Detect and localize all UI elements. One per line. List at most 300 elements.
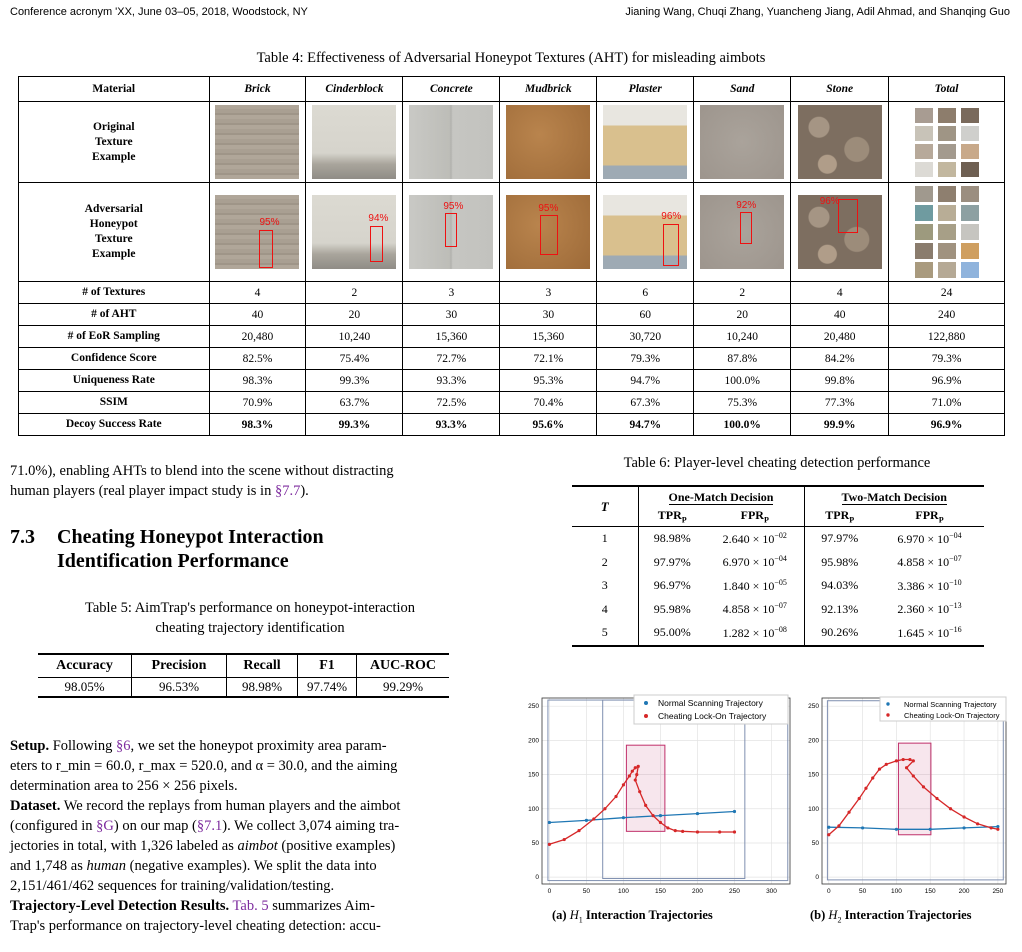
cheat-trajectory-point	[990, 826, 993, 829]
cheat-trajectory-point	[935, 797, 938, 800]
cheat-trajectory-point	[635, 773, 638, 776]
table5	[38, 653, 449, 698]
cheat-trajectory-point	[878, 768, 881, 771]
section-number: 7.3	[10, 526, 35, 548]
text: We record the replays from human players and the aimbot	[63, 798, 401, 814]
table4-col-header: Mudbrick	[500, 77, 597, 102]
thumbnail	[961, 186, 979, 202]
table4-cell: 40	[209, 304, 306, 326]
table4-cell: 72.7%	[403, 348, 500, 370]
table6-row	[572, 551, 984, 575]
thumbnail	[938, 126, 956, 141]
table4-cell: 87.8%	[694, 348, 791, 370]
y-tick-label: 150	[528, 771, 539, 779]
table4-cell: 95.3%	[500, 370, 597, 392]
text: and 1,748 as	[10, 858, 87, 874]
table5-header: Recall	[227, 654, 298, 678]
label-line: Original	[92, 120, 135, 133]
y-tick-label: 250	[528, 703, 539, 711]
exponent: −02	[774, 530, 787, 540]
cell	[875, 598, 984, 622]
cell: 2	[601, 554, 608, 569]
table4-row-label: Uniqueness Rate	[19, 370, 210, 392]
text: ).	[300, 483, 309, 499]
table4-col-header: Cinderblock	[306, 77, 403, 102]
table4-cell: 30	[403, 304, 500, 326]
running-header-right: Jianing Wang, Chuqi Zhang, Yuancheng Jiang, Adil Ahmad, and Shanqing Guo	[625, 6, 1010, 18]
table5-caption	[0, 598, 500, 638]
cell: 98.98%	[638, 527, 706, 551]
table4-col-header: Total	[889, 77, 1005, 102]
table4-cell: 30	[500, 304, 597, 326]
cell	[706, 598, 804, 622]
x-tick-label: 200	[692, 888, 703, 895]
thumbnail	[961, 126, 979, 141]
thumbnail	[915, 144, 933, 159]
table5-value-row	[38, 678, 449, 698]
table4-cell: 75.4%	[306, 348, 403, 370]
text: 2.640 × 10	[722, 531, 775, 546]
honeypot-proximity-area	[626, 745, 664, 831]
section-link[interactable]: §7.1	[196, 818, 223, 834]
cheat-trajectory-point	[949, 807, 952, 810]
y-tick-label: 150	[808, 771, 819, 779]
text: , we set the honeypot proximity area param-	[130, 738, 387, 754]
texture-cell	[694, 183, 791, 282]
original-texture-label	[19, 102, 210, 183]
table6-row	[572, 574, 984, 598]
title-line: Cheating Honeypot Interaction	[57, 526, 324, 548]
table4-row-label: # of EoR Sampling	[19, 326, 210, 348]
y-tick-label: 0	[535, 874, 539, 882]
normal-trajectory-point	[548, 821, 551, 824]
texture-cell	[403, 102, 500, 183]
table4-row	[19, 414, 1005, 436]
map-boundary	[603, 700, 745, 878]
texture-thumbnail-grid	[889, 186, 1004, 278]
table4-cell: 98.3%	[209, 370, 306, 392]
exponent: −07	[949, 554, 962, 564]
x-tick-label: 50	[582, 888, 591, 895]
detection-box	[540, 215, 558, 255]
cheat-trajectory-point	[634, 766, 637, 769]
texture-cell	[500, 102, 597, 183]
table4-cell: 2	[306, 282, 403, 304]
cell	[706, 551, 804, 575]
texture-image-cinderblock	[312, 105, 396, 179]
title-line: Identification Performance	[57, 550, 289, 572]
plot-area	[528, 698, 790, 895]
intro-paragraph	[10, 461, 490, 501]
cheat-trajectory-point	[912, 759, 915, 762]
x-tick-label: 100	[618, 888, 629, 895]
cheat-trajectory-point	[847, 811, 850, 814]
table4-cell: 2	[694, 282, 791, 304]
detection-box	[445, 213, 457, 247]
table4-cell: 67.3%	[597, 392, 694, 414]
exponent: −07	[774, 601, 787, 611]
legend-label-cheat: Cheating Lock-On Trajectory	[904, 711, 1000, 720]
table5-header: Precision	[132, 654, 227, 678]
thumbnail	[961, 108, 979, 123]
normal-trajectory-point	[929, 828, 932, 831]
cheat-trajectory-point	[614, 795, 617, 798]
legend-label-normal: Normal Scanning Trajectory	[658, 698, 763, 708]
table4-cell: 24	[889, 282, 1005, 304]
text: jectories in total, with 1,326 labeled as	[10, 838, 238, 854]
table5-value: 98.05%	[38, 678, 132, 698]
label-line: Example	[92, 150, 136, 163]
normal-trajectory-point	[996, 825, 999, 828]
cheat-trajectory-point	[644, 804, 647, 807]
table4-cell: 240	[889, 304, 1005, 326]
table4-caption: Table 4: Effectiveness of Adversarial Honeypot Textures (AHT) for misleading aimbots	[256, 50, 766, 66]
table4-cell: 84.2%	[791, 348, 889, 370]
label-line: Texture	[94, 233, 133, 245]
normal-trajectory-point	[962, 826, 965, 829]
normal-trajectory-point	[659, 814, 662, 817]
label-line: Example	[92, 248, 136, 260]
cheat-trajectory-point	[895, 759, 898, 762]
aht-image-brick	[215, 195, 299, 269]
legend-label-cheat: Cheating Lock-On Trajectory	[658, 711, 767, 721]
aht-image-concrete	[409, 195, 493, 269]
figure-h1-trajectories	[526, 694, 792, 900]
cheat-trajectory-point	[962, 815, 965, 818]
table6-row	[572, 527, 984, 551]
table4-cell: 70.4%	[500, 392, 597, 414]
plot-frame	[542, 698, 790, 884]
group-label: One-Match Decision	[668, 489, 774, 504]
thumbnail	[915, 205, 933, 221]
table4-row	[19, 392, 1005, 414]
text: (negative examples). We split the data into	[126, 858, 377, 874]
thumbnail	[915, 162, 933, 177]
subscript: P	[938, 515, 944, 525]
table4-cell: 94.7%	[597, 414, 694, 436]
original-texture-row	[19, 102, 1005, 183]
thumbnail	[915, 224, 933, 240]
normal-trajectory-point	[861, 826, 864, 829]
figure-caption-a	[552, 908, 713, 925]
normal-trajectory-point	[622, 816, 625, 819]
table5-value: 98.98%	[227, 678, 298, 698]
legend-label-normal: Normal Scanning Trajectory	[904, 700, 997, 709]
table4-col-header: Concrete	[403, 77, 500, 102]
table4-cell: 3	[500, 282, 597, 304]
appendix-link[interactable]: §G	[96, 818, 114, 834]
cheat-trajectory-point	[603, 807, 606, 810]
x-tick-label: 0	[826, 888, 831, 895]
thumbnail	[915, 243, 933, 259]
cell: 97.97%	[638, 551, 706, 575]
cheat-trajectory-point	[622, 783, 625, 786]
table4-cell: 98.3%	[209, 414, 306, 436]
detection-box	[663, 224, 679, 266]
table4-cell: 71.0%	[889, 392, 1005, 414]
x-tick-label: 50	[858, 888, 867, 895]
table4	[18, 76, 1005, 436]
texture-cell	[597, 102, 694, 183]
cell: 95.98%	[804, 551, 875, 575]
exponent: −05	[774, 577, 787, 587]
thumbnail	[938, 224, 956, 240]
text: (positive examples)	[277, 838, 396, 854]
confidence-label: 92%	[736, 200, 757, 211]
table4-cell: 60	[597, 304, 694, 326]
table5-value: 99.29%	[357, 678, 450, 698]
cheat-trajectory-point	[996, 828, 999, 831]
cell: 95.98%	[638, 598, 706, 622]
cheat-trajectory-point	[659, 821, 662, 824]
x-tick-label: 100	[890, 888, 902, 895]
cheat-trajectory-point	[871, 776, 874, 779]
text-line	[10, 481, 490, 501]
cell	[875, 551, 984, 575]
cheat-trajectory-point	[733, 830, 736, 833]
table5-value: 97.74%	[298, 678, 357, 698]
texture-thumbnail-grid	[889, 108, 1004, 177]
cheat-trajectory-point	[902, 758, 905, 761]
cheat-trajectory-point	[681, 830, 684, 833]
adversarial-texture-label	[19, 183, 210, 282]
table4-cell: 40	[791, 304, 889, 326]
table4-cell: 79.3%	[889, 348, 1005, 370]
table6	[572, 485, 984, 647]
texture-grid-cell	[889, 102, 1005, 183]
table4-cell: 63.7%	[306, 392, 403, 414]
text: 6.970 × 10	[722, 555, 775, 570]
math-var: H	[569, 908, 579, 922]
section-link[interactable]: §7.7	[274, 483, 301, 499]
table5-value: 96.53%	[132, 678, 227, 698]
table4-cell: 70.9%	[209, 392, 306, 414]
cell: 95.00%	[638, 621, 706, 646]
cell: 4	[601, 601, 608, 616]
texture-cell	[500, 183, 597, 282]
normal-trajectory-point	[696, 812, 699, 815]
table4-cell: 99.8%	[791, 370, 889, 392]
table5-header: AUC-ROC	[357, 654, 450, 678]
cheat-trajectory-point	[548, 843, 551, 846]
paragraph-label: Dataset.	[10, 798, 61, 814]
paragraph-label: Setup.	[10, 738, 50, 754]
texture-grid-cell	[889, 183, 1005, 282]
label-line: Honeypot	[89, 218, 138, 230]
text: 3.386 × 10	[897, 578, 950, 593]
cheat-trajectory-point	[718, 830, 721, 833]
thumbnail	[938, 162, 956, 177]
table4-cell: 72.5%	[403, 392, 500, 414]
table4-cell: 10,240	[694, 326, 791, 348]
paragraph-label: Trajectory-Level Detection Results.	[10, 898, 230, 914]
y-tick-label: 0	[815, 874, 819, 882]
cheat-trajectory-point	[696, 830, 699, 833]
text: ). We collect 3,074 aiming tra-	[222, 818, 400, 834]
subscript: 2	[837, 915, 842, 925]
aht-image-mudbrick	[506, 195, 590, 269]
thumbnail	[915, 262, 933, 278]
thumbnail	[961, 162, 979, 177]
texture-cell	[209, 102, 306, 183]
text-line: Trap's performance on trajectory-level cheating detection: accu-	[10, 918, 381, 934]
normal-trajectory-point	[733, 810, 736, 813]
cell: 94.03%	[804, 574, 875, 598]
table6-group-row	[572, 486, 984, 507]
table4-cell: 99.9%	[791, 414, 889, 436]
label-line: Adversarial	[84, 203, 143, 215]
text-line	[10, 856, 492, 876]
cell: 96.97%	[638, 574, 706, 598]
table4-cell: 99.3%	[306, 370, 403, 392]
x-tick-label: 200	[958, 888, 970, 895]
table4-cell: 10,240	[306, 326, 403, 348]
text: 1.282 × 10	[722, 625, 775, 640]
table4-col-header: Material	[19, 77, 210, 102]
legend	[880, 697, 1006, 721]
table4-col-header: Stone	[791, 77, 889, 102]
table6-row	[572, 621, 984, 646]
thumbnail	[938, 262, 956, 278]
table-link[interactable]: Tab. 5	[232, 898, 269, 914]
table4-cell: 96.9%	[889, 370, 1005, 392]
table4-cell: 4	[791, 282, 889, 304]
text-line: eters to r_min = 60.0, r_max = 520.0, and α = 30.0, and the aiming	[10, 758, 398, 774]
table4-cell: 94.7%	[597, 370, 694, 392]
thumbnail	[961, 205, 979, 221]
thumbnail	[938, 144, 956, 159]
cell: 3	[601, 578, 608, 593]
cheat-trajectory-point	[908, 758, 911, 761]
y-tick-label: 200	[808, 737, 819, 745]
table4-row-label: # of AHT	[19, 304, 210, 326]
confidence-label: 94%	[368, 213, 389, 224]
cheat-trajectory-point	[837, 824, 840, 827]
subscript: P	[849, 515, 855, 525]
thumbnail	[961, 144, 979, 159]
cheat-trajectory-point	[864, 787, 867, 790]
exponent: −13	[949, 601, 962, 611]
section-link[interactable]: §6	[115, 738, 131, 754]
table4-cell: 100.0%	[694, 414, 791, 436]
running-header-left: Conference acronym 'XX, June 03–05, 2018, Woodstock, NY	[10, 6, 308, 18]
table4-row	[19, 326, 1005, 348]
aht-image-stone	[798, 195, 882, 269]
label-line: Texture	[94, 135, 133, 148]
table4-cell: 96.9%	[889, 414, 1005, 436]
text: ) on our map (	[113, 818, 197, 834]
figure-h2-trajectories	[808, 694, 1008, 900]
table4-cell: 15,360	[403, 326, 500, 348]
thumbnail	[938, 205, 956, 221]
confidence-label: 96%	[819, 196, 840, 207]
exponent: −08	[774, 624, 787, 634]
table4-cell: 72.1%	[500, 348, 597, 370]
detection-box	[259, 230, 273, 268]
confidence-label: 95%	[259, 217, 280, 228]
text-line	[10, 836, 492, 856]
table6-col-t: T	[572, 486, 638, 527]
table4-cell: 77.3%	[791, 392, 889, 414]
table4-col-header: Sand	[694, 77, 791, 102]
cheat-trajectory-point	[592, 817, 595, 820]
text-line: 2,151/461/462 sequences for training/validation/testing.	[10, 878, 335, 894]
cheat-trajectory-point	[858, 797, 861, 800]
text-line: determination area to 256 × 256 pixels.	[10, 778, 238, 794]
thumbnail	[915, 108, 933, 123]
math-var: H	[828, 908, 838, 922]
x-tick-label: 300	[766, 888, 777, 895]
text-line: 71.0%), enabling AHTs to blend into the scene without distracting	[10, 463, 394, 479]
table4-cell: 6	[597, 282, 694, 304]
text: 1.645 × 10	[897, 625, 950, 640]
y-tick-label: 250	[808, 703, 819, 711]
texture-cell	[209, 183, 306, 282]
table4-cell: 15,360	[500, 326, 597, 348]
table6-caption: Table 6: Player-level cheating detection performance	[623, 455, 931, 471]
table4-cell: 100.0%	[694, 370, 791, 392]
legend-marker-cheat	[644, 714, 648, 718]
cheat-trajectory-point	[651, 814, 654, 817]
cell: 5	[572, 621, 638, 646]
cell: 1	[601, 531, 608, 546]
text-line	[10, 736, 492, 756]
table6-group	[638, 486, 804, 507]
y-tick-label: 100	[808, 805, 819, 813]
table4-row-label: Decoy Success Rate	[19, 414, 210, 436]
texture-image-sand	[700, 105, 784, 179]
table4-cell: 79.3%	[597, 348, 694, 370]
table4-col-header: Brick	[209, 77, 306, 102]
cheat-trajectory-point	[563, 838, 566, 841]
table4-cell: 82.5%	[209, 348, 306, 370]
detection-box	[838, 199, 858, 233]
table5-header: F1	[298, 654, 357, 678]
legend	[634, 695, 788, 724]
figure-caption-b	[810, 908, 972, 925]
cheat-trajectory-point	[628, 774, 631, 777]
x-tick-label: 0	[547, 888, 552, 895]
texture-cell	[306, 183, 403, 282]
text: FPR	[915, 508, 939, 523]
table4-row-label: SSIM	[19, 392, 210, 414]
cell	[875, 574, 984, 598]
legend-marker-normal	[644, 701, 648, 705]
text: human players (real player impact study is in	[10, 483, 275, 499]
table4-row	[19, 282, 1005, 304]
normal-trajectory-point	[585, 819, 588, 822]
aht-image-plaster	[603, 195, 687, 269]
text: 1.840 × 10	[722, 578, 775, 593]
cheat-trajectory-point	[905, 766, 908, 769]
cell: 92.13%	[804, 598, 875, 622]
body-text	[10, 736, 492, 936]
aht-image-sand	[700, 195, 784, 269]
exponent: −04	[949, 530, 962, 540]
cheat-trajectory-point	[885, 763, 888, 766]
cheat-trajectory-point	[666, 826, 669, 829]
adversarial-texture-row	[19, 183, 1005, 282]
text: 2.360 × 10	[897, 602, 950, 617]
table4-row	[19, 304, 1005, 326]
map-boundary	[548, 700, 788, 881]
table5-header-row	[38, 654, 449, 678]
table4-cell: 30,720	[597, 326, 694, 348]
x-tick-label: 150	[924, 888, 936, 895]
table4-cell: 3	[403, 282, 500, 304]
cheat-trajectory-point	[912, 774, 915, 777]
detection-box	[740, 212, 752, 244]
